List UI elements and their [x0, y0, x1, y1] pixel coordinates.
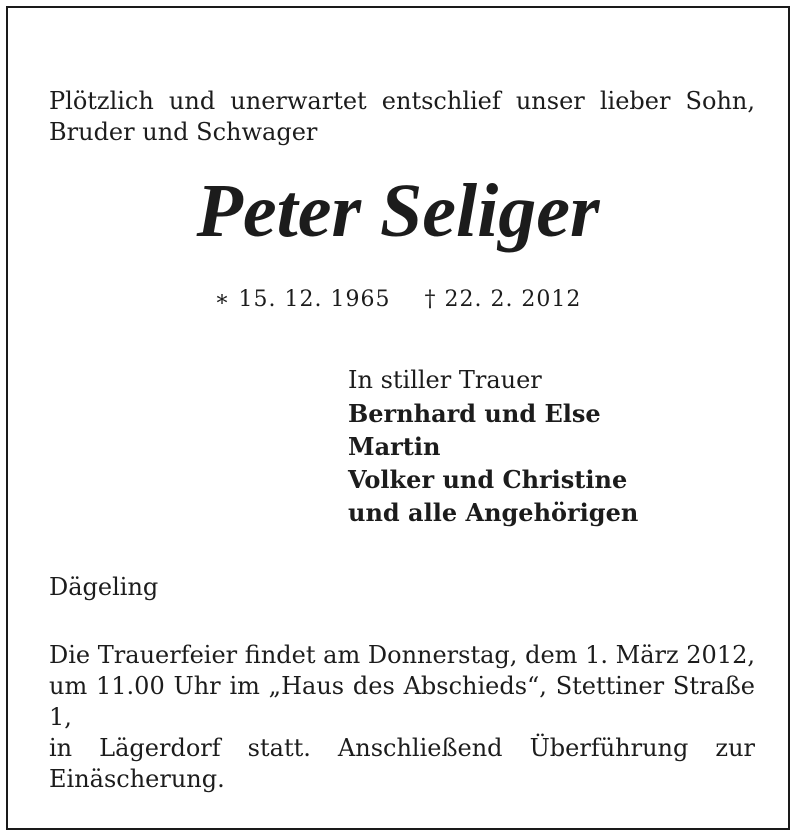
intro-line-1: Plötzlich und unerwartet entschlief unser lieber Sohn, [49, 87, 755, 115]
intro-line-2: Bruder und Schwager [49, 118, 318, 146]
ceremony-line-1: Die Trauerfeier findet am Donnerstag, dem 1. März 2012, [49, 641, 755, 669]
deceased-name: Peter Seliger [196, 169, 600, 253]
obituary-notice [6, 6, 790, 830]
ceremony-line-3: in Lägerdorf statt. Anschließend Überführung zur [49, 734, 755, 762]
mourner-name: Martin [348, 432, 441, 461]
place-of-residence: Dägeling [49, 573, 159, 601]
death-date: † 22. 2. 2012 [424, 287, 582, 312]
mourner-name: Bernhard und Else [348, 399, 601, 428]
ceremony-line-4: Einäscherung. [49, 765, 225, 793]
birth-date: ∗ 15. 12. 1965 [214, 287, 391, 312]
mourner-name: und alle Angehörigen [348, 498, 639, 527]
ceremony-details [49, 640, 755, 795]
ceremony-line-2: um 11.00 Uhr im „Haus des Abschieds“, Stettiner Straße 1, [49, 672, 755, 731]
mourners-block [348, 364, 638, 529]
intro-text [49, 86, 755, 148]
mourning-phrase: In stiller Trauer [348, 366, 542, 394]
life-dates [8, 286, 788, 314]
mourner-name: Volker und Christine [348, 465, 628, 494]
